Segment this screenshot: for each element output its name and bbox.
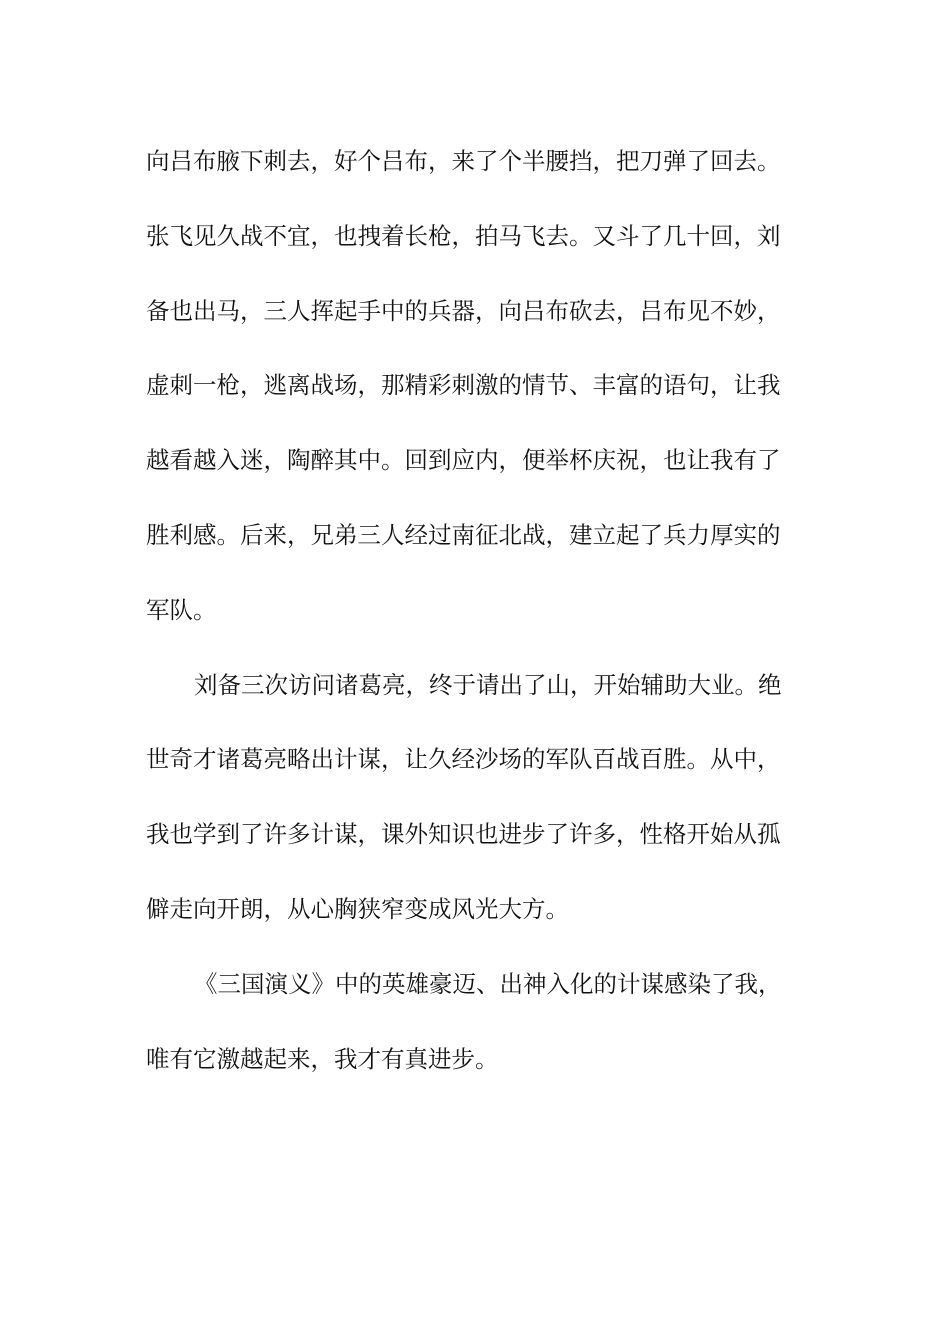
paragraph-start-line: 《三国演义》中的英雄豪迈、出神入化的计谋感染了我， [194,969,782,998]
text-line: 世奇才诸葛亮略出计谋，让久经沙场的军队百战百胜。从中， [146,745,781,774]
text-line: 僻走向开朗，从心胸狭窄变成风光大方。 [146,894,569,923]
body-text [146,124,806,1096]
text-line: 虚刺一枪，逃离战场，那精彩刺激的情节、丰富的语句，让我 [146,371,781,400]
text-line: 军队。 [146,595,217,624]
text-line: 胜利感。后来，兄弟三人经过南征北战，建立起了兵力厚实的 [146,520,781,549]
text-line: 唯有它激越起来，我才有真进步。 [146,1044,499,1073]
text-line: 越看越入迷，陶醉其中。回到应内，便举杯庆祝，也让我有了 [146,446,781,475]
text-line: 张飞见久战不宜，也拽着长枪，拍马飞去。又斗了几十回，刘 [146,221,781,250]
text-line: 我也学到了许多计谋，课外知识也进步了许多，性格开始从孤 [146,820,781,849]
text-line: 备也出马，三人挥起手中的兵器，向吕布砍去，吕布见不妙， [146,296,781,325]
paragraph-start-line: 刘备三次访问诸葛亮，终于请出了山，开始辅助大业。绝 [194,670,782,699]
text-line: 向吕布腋下刺去，好个吕布，来了个半腰挡，把刀弹了回去。 [146,147,781,175]
